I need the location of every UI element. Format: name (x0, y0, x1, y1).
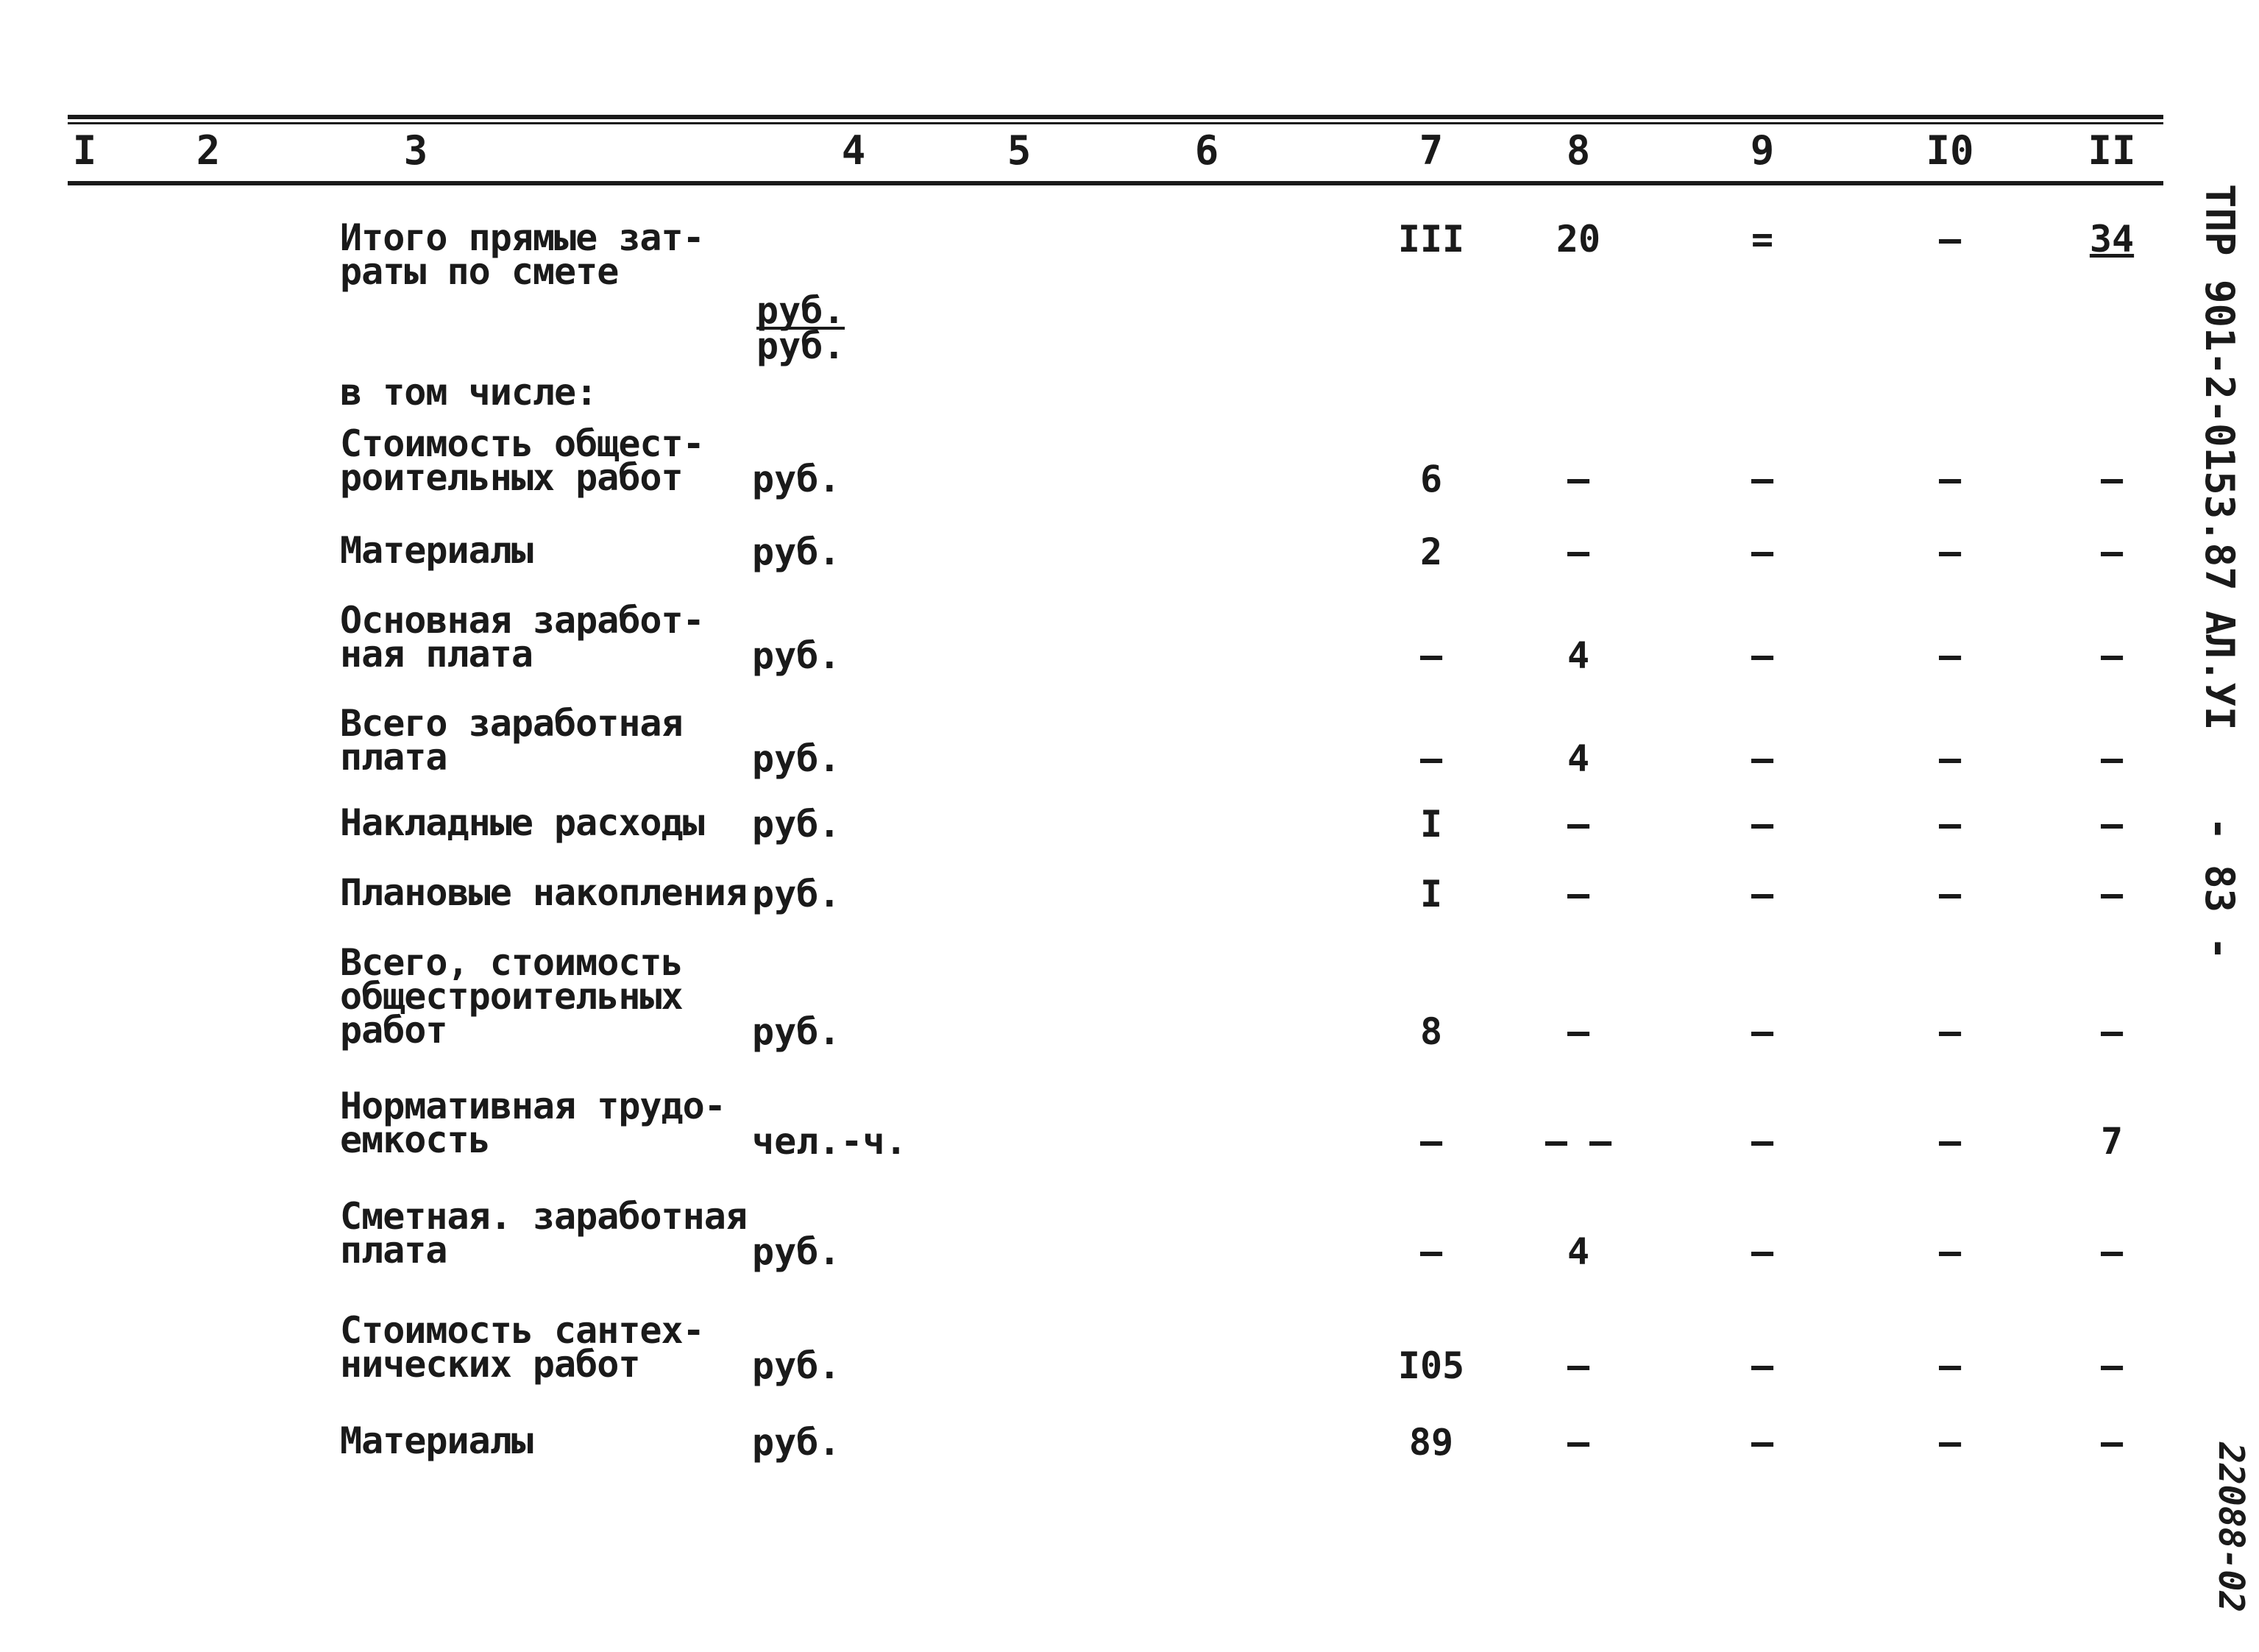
row-description: Плановые накопления (340, 871, 747, 914)
row-unit: руб. (752, 634, 841, 677)
cell-c9: – (1751, 1421, 1774, 1464)
cell-c9: – (1751, 873, 1774, 915)
unit-numerator: руб. (756, 289, 845, 332)
cell-c7: 8 (1419, 1010, 1443, 1053)
row-unit: руб. (752, 803, 841, 846)
row-description: Всего, стоимость общестроительных работ (340, 941, 683, 1052)
table-header-rule (68, 181, 2163, 185)
cell-c9: – (1751, 803, 1774, 846)
cell-c11: – (2100, 1421, 2124, 1464)
album-number: АЛ.УI (2196, 611, 2243, 731)
cell-c11: – (2100, 1010, 2124, 1053)
row-description: в том числе: (340, 371, 597, 414)
cell-c8: 4 (1567, 634, 1590, 677)
cell-c10: – (1938, 873, 1962, 915)
row-unit: руб. (752, 458, 841, 500)
row-description: Материалы (340, 1419, 533, 1462)
cell-c11: – (2100, 803, 2124, 846)
column-header-3: 3 (403, 127, 428, 174)
row-unit: руб. (752, 531, 841, 573)
column-header-8: 8 (1566, 127, 1591, 174)
row-unit: чел.-ч. (752, 1120, 907, 1163)
cell-c7: I (1419, 873, 1443, 915)
row-description: Всего заработная плата (340, 702, 683, 779)
row-unit: руб. (752, 1344, 841, 1387)
column-header-6: 6 (1194, 127, 1219, 174)
cell-c10: – (1938, 1230, 1962, 1273)
cell-c7: III (1397, 218, 1465, 260)
row-unit: руб. (752, 873, 841, 915)
cell-c8: – (1567, 803, 1590, 846)
row-description: Нормативная трудо- емкость (340, 1085, 726, 1161)
column-header-7: 7 (1419, 127, 1444, 174)
cell-c11: – (2100, 458, 2124, 500)
cell-c9: – (1751, 634, 1774, 677)
row-description: Стоимость сантех- нических работ (340, 1309, 704, 1386)
cell-c11: – (2100, 1344, 2124, 1387)
row-description: Стоимость общест- роительных работ (340, 422, 704, 499)
row-description: Итого прямые зат- раты по смете (340, 216, 704, 293)
cell-c8: 4 (1567, 1230, 1590, 1273)
cell-c8: 20 (1556, 218, 1601, 260)
cell-c7: – (1419, 1230, 1443, 1273)
cell-c11: – (2100, 634, 2124, 677)
cell-c8: – (1567, 531, 1590, 573)
row-description: Материалы (340, 529, 533, 572)
document-code: ТПР 901-2-0153.87 (2196, 184, 2243, 591)
column-header-11: II (2088, 127, 2136, 174)
cell-c7: I05 (1397, 1344, 1465, 1387)
cell-c8: – – (1545, 1120, 1612, 1163)
table-top-rule (68, 115, 2163, 119)
page-number: - 83 - (2196, 817, 2243, 961)
cell-c7: – (1419, 634, 1443, 677)
cell-c8: – (1567, 1344, 1590, 1387)
unit-denominator: руб. (756, 325, 845, 367)
cell-c9: – (1751, 531, 1774, 573)
cell-c11: – (2100, 737, 2124, 780)
cell-c9: – (1751, 1344, 1774, 1387)
table-top-rule-thin (68, 122, 2163, 124)
row-description: Сметная. заработная плата (340, 1195, 747, 1272)
cell-c8: 4 (1567, 737, 1590, 780)
cell-c10: – (1938, 634, 1962, 677)
cell-c10: – (1938, 737, 1962, 780)
cell-c10: – (1938, 1421, 1962, 1464)
row-description: Основная заработ- ная плата (340, 599, 704, 676)
row-description: Накладные расходы (340, 801, 704, 844)
column-header-9: 9 (1750, 127, 1775, 174)
cell-c7: 89 (1408, 1421, 1454, 1464)
cell-c11: – (2100, 873, 2124, 915)
column-header-1: I (72, 127, 97, 174)
cell-c10: – (1938, 803, 1962, 846)
column-header-5: 5 (1007, 127, 1032, 174)
cell-c9: – (1751, 737, 1774, 780)
cell-c10: – (1938, 1344, 1962, 1387)
cell-c7: – (1419, 1120, 1443, 1163)
cell-c7: 2 (1419, 531, 1443, 573)
cell-c9: – (1751, 1010, 1774, 1053)
cell-c7: 6 (1419, 458, 1443, 500)
cell-c8: – (1567, 1010, 1590, 1053)
cell-c8: – (1567, 458, 1590, 500)
column-header-10: I0 (1926, 127, 1974, 174)
unit-fraction (756, 289, 845, 367)
cell-c10: – (1938, 531, 1962, 573)
row-unit: руб. (752, 737, 841, 780)
cell-c9: – (1751, 458, 1774, 500)
cell-c10: – (1938, 1010, 1962, 1053)
cell-c10: – (1938, 458, 1962, 500)
cell-c10: – (1938, 218, 1962, 260)
row-unit: руб. (752, 1010, 841, 1053)
column-header-2: 2 (196, 127, 221, 174)
cell-c10: – (1938, 1120, 1962, 1163)
cell-c8: – (1567, 1421, 1590, 1464)
cell-c11: 34 (2089, 218, 2135, 260)
cell-c9: – (1751, 1230, 1774, 1273)
row-unit: руб. (752, 1421, 841, 1464)
inventory-stamp: 22088-02 (2210, 1442, 2252, 1613)
cell-c7: I (1419, 803, 1443, 846)
cell-c11: 7 (2100, 1120, 2124, 1163)
cell-c11: – (2100, 531, 2124, 573)
cell-c9: = (1751, 218, 1774, 260)
column-header-4: 4 (841, 127, 866, 174)
row-unit: руб. (752, 1230, 841, 1273)
cell-c9: – (1751, 1120, 1774, 1163)
cell-c11: – (2100, 1230, 2124, 1273)
cell-c8: – (1567, 873, 1590, 915)
cell-c7: – (1419, 737, 1443, 780)
